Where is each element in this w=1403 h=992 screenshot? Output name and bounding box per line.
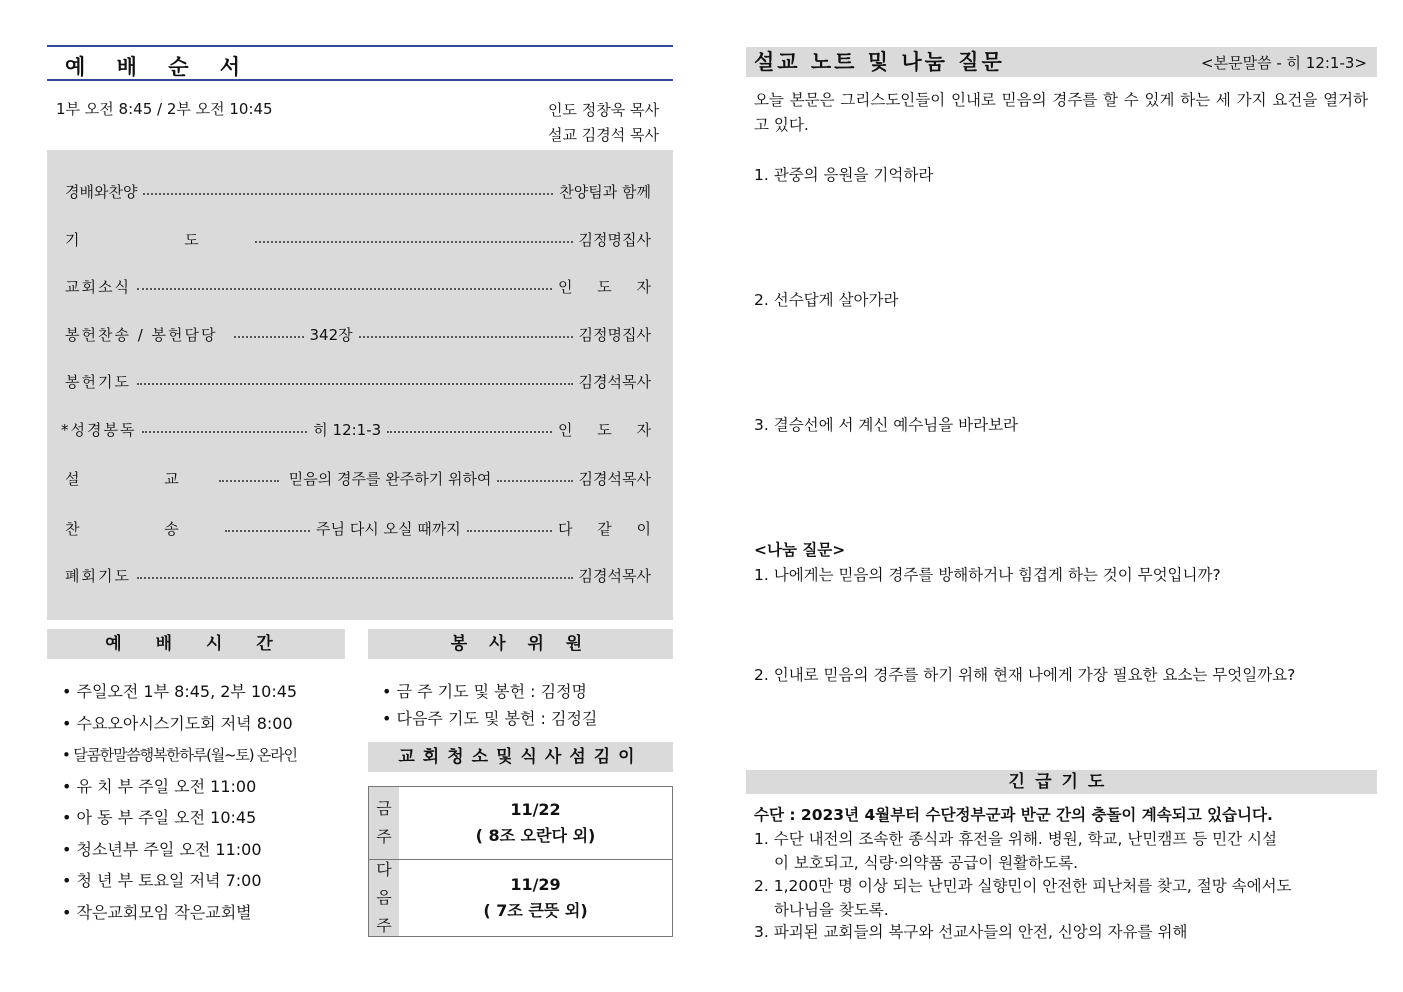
order-middle: 342장 [309, 325, 353, 344]
leader-dots [137, 288, 552, 290]
cleaning-team: ( 7조 큰뜻 외) [483, 901, 588, 920]
order-row [65, 275, 661, 297]
order-row [65, 323, 651, 345]
cleaning-team: ( 8조 오란다 외) [475, 826, 596, 845]
leader: 인도 정창욱 목사 [548, 101, 659, 119]
cleaning-entry [399, 787, 672, 859]
servers-header: 봉 사 위 원 [368, 629, 673, 659]
order-middle: 히 12:1-3 [313, 420, 382, 439]
leader-dots [497, 480, 572, 482]
order-value: 김경석목사 [578, 469, 651, 488]
order-row [65, 564, 651, 586]
ministers [548, 98, 659, 148]
week-label [369, 787, 399, 859]
prayer-line: 3. 파괴된 교회들의 복구와 선교사들의 안전, 신앙의 자유를 위해 [754, 923, 1188, 941]
urgent-prayer-header: 긴급기도 [746, 770, 1377, 794]
sermon-notes-title: 설교 노트 및 나눔 질문 [754, 50, 1005, 74]
order-value: 찬양팀과 함께 [559, 182, 651, 201]
order-row [65, 467, 651, 489]
table-row [369, 860, 672, 936]
list-item: • 아 동 부 주일 오전 10:45 [62, 808, 257, 827]
sermon-point: 3. 결승선에 서 계신 예수님을 바라보라 [754, 416, 1019, 434]
sharing-question: 1. 나에게는 믿음의 경주를 방해하거나 힘겹게 하는 것이 무엇입니까? [754, 566, 1221, 584]
sermon-point: 2. 선수답게 살아가라 [754, 291, 899, 309]
prayer-line: 1. 수단 내전의 조속한 종식과 휴전을 위해. 병원, 학교, 난민캠프 등 민간 시설 [754, 830, 1277, 848]
week-char: 다 [376, 860, 392, 879]
leader-dots [387, 431, 552, 433]
urgent-prayer-lead: 수단 : 2023년 4월부터 수단정부군과 반군 간의 충돌이 계속되고 있습니다. [754, 806, 1273, 824]
leader-dots [219, 480, 279, 482]
worship-order-box [47, 150, 673, 620]
scripture-reference: <본문말씀 - 히 12:1-3> [1201, 54, 1367, 72]
urgent-prayer-item [754, 874, 1368, 922]
table-row [369, 787, 672, 859]
preacher: 설교 김경석 목사 [548, 126, 659, 144]
leader-dots [255, 241, 573, 243]
order-row [65, 228, 651, 250]
order-label: 기 도 [65, 230, 249, 249]
list-item: • 다음주 기도 및 봉헌 : 김정길 [382, 709, 598, 728]
sermon-notes-header [746, 47, 1377, 77]
order-row [65, 517, 662, 539]
order-row [65, 370, 651, 392]
worship-order-title: 예 배 순 서 [65, 55, 253, 79]
leader-dots [467, 530, 552, 532]
list-item: • 달콤한말씀행복한하루(월~토) 온라인 [62, 746, 297, 764]
order-middle: 믿음의 경주를 완주하기 위하여 [288, 469, 492, 488]
week-char: 금 [376, 799, 392, 818]
list-item: • 주일오전 1부 8:45, 2부 10:45 [62, 682, 298, 701]
order-label: 설 교 [65, 469, 219, 488]
week-char: 음 [376, 888, 392, 907]
order-value: 김정명집사 [578, 325, 651, 344]
order-value: 인 도 자 [557, 277, 661, 296]
week-char: 주 [376, 827, 392, 846]
order-middle: 주님 다시 오실 때까지 [316, 519, 461, 538]
servers-list [382, 681, 597, 735]
order-value: 김정명집사 [578, 230, 651, 249]
list-item: • 수요오아시스기도회 저녁 8:00 [62, 713, 293, 733]
order-value: 김경석목사 [578, 372, 651, 391]
list-item: • 금 주 기도 및 봉헌 : 김정명 [382, 682, 587, 701]
cleaning-table [368, 786, 673, 937]
worship-times-header: 예 배 시 간 [47, 629, 345, 659]
order-label: 봉헌기도 [65, 372, 131, 391]
list-item: • 유 치 부 주일 오전 11:00 [62, 776, 257, 796]
sermon-intro: 오늘 본문은 그리스도인들이 인내로 믿음의 경주를 할 수 있게 하는 세 가지 요건을 열거하고 있다. [754, 91, 1368, 134]
cleaning-date: 11/29 [510, 875, 561, 894]
cleaning-header: 교회청소및식사섬김이 [368, 742, 673, 772]
urgent-prayer-item [754, 827, 1368, 875]
leader-dots [225, 530, 310, 532]
order-value: 인 도 자 [558, 420, 662, 439]
order-value: 김경석목사 [578, 566, 651, 585]
order-row [65, 180, 651, 202]
order-value: 다 같 이 [558, 519, 662, 538]
service-times: 1부 오전 8:45 / 2부 오전 10:45 [56, 100, 273, 118]
leader-dots [143, 193, 553, 195]
week-char: 주 [376, 916, 392, 935]
list-item: • 청소년부 주일 오전 11:00 [62, 839, 262, 859]
leader-dots [137, 577, 573, 579]
prayer-line-cont: 하나님을 찾도록. [774, 901, 889, 919]
worship-order-title-box [47, 45, 673, 81]
leader-dots [137, 383, 573, 385]
order-label: 봉헌찬송 / 봉헌담당 [65, 325, 218, 344]
sharing-questions-header: <나눔 질문> [754, 541, 846, 559]
order-label: 폐회기도 [65, 566, 131, 585]
leader-dots [234, 336, 304, 338]
cleaning-date: 11/22 [510, 800, 561, 819]
prayer-line-cont: 이 보호되고, 식량·의약품 공급이 원활하도록. [774, 854, 1079, 872]
sermon-point: 1. 관중의 응원을 기억하라 [754, 166, 934, 184]
order-label: *성경봉독 [61, 420, 137, 439]
order-row [61, 418, 662, 440]
order-label: 찬 송 [65, 519, 219, 538]
cleaning-entry [399, 860, 672, 936]
order-label: 교회소식 [65, 277, 131, 296]
sharing-question: 2. 인내로 믿음의 경주를 하기 위해 현재 나에게 가장 필요한 요소는 무엇일까요? [754, 666, 1296, 684]
prayer-line: 2. 1,200만 명 이상 되는 난민과 실향민이 안전한 피난처를 찾고, 절망 속에서도 [754, 877, 1292, 895]
leader-dots [142, 431, 307, 433]
week-label [369, 860, 399, 936]
worship-times-list [62, 680, 297, 932]
list-item: • 청 년 부 토요일 저녁 7:00 [62, 871, 262, 890]
leader-dots [359, 336, 573, 338]
list-item: • 작은교회모임 작은교회별 [62, 902, 252, 922]
urgent-prayer-item [754, 920, 1368, 944]
order-label: 경배와찬양 [65, 182, 138, 201]
